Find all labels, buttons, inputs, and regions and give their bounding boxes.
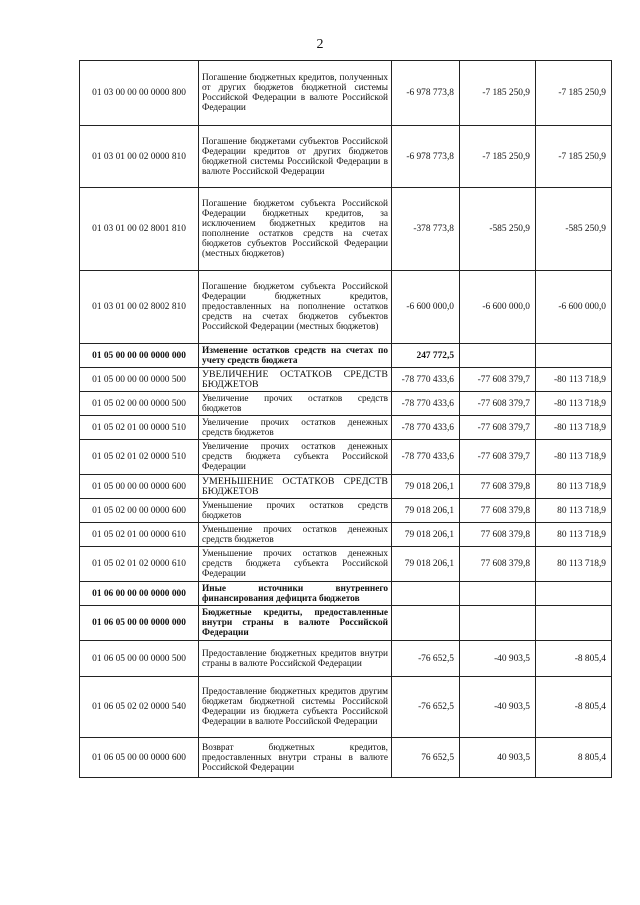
description-cell: Предоставление бюджетных кредитов внутри страны в валюте Российской Федерации (199, 641, 392, 677)
description-cell: УМЕНЬШЕНИЕ ОСТАТКОВ СРЕДСТВ БЮДЖЕТОВ (199, 475, 392, 499)
value-cell-year-3 (536, 344, 612, 368)
value-cell-year-2: 77 608 379,8 (460, 547, 536, 582)
value-cell-year-1: -78 770 433,6 (392, 440, 460, 475)
value-cell-year-1: -78 770 433,6 (392, 368, 460, 392)
description-cell: Предоставление бюджетных кредитов другим бюджетам бюджетной системы Российской Федерации из бюджета субъекта Российской Федерации в валюте Российской Федерации (199, 677, 392, 738)
table-row (80, 440, 612, 475)
table-row (80, 475, 612, 499)
value-cell-year-2: -7 185 250,9 (460, 126, 536, 188)
value-cell-year-3: -80 113 718,9 (536, 368, 612, 392)
code-cell: 01 05 00 00 00 0000 600 (80, 475, 199, 499)
description-cell: Уменьшение прочих остатков денежных средств бюджетов (199, 523, 392, 547)
value-cell-year-1: 79 018 206,1 (392, 499, 460, 523)
value-cell-year-3: 80 113 718,9 (536, 499, 612, 523)
code-cell: 01 06 05 00 00 0000 500 (80, 641, 199, 677)
code-cell: 01 05 02 01 02 0000 510 (80, 440, 199, 475)
description-cell: Увеличение прочих остатков средств бюджетов (199, 392, 392, 416)
budget-sources-table (79, 60, 612, 778)
value-cell-year-3: 80 113 718,9 (536, 475, 612, 499)
code-cell: 01 06 05 00 00 0000 000 (80, 606, 199, 641)
value-cell-year-1 (392, 582, 460, 606)
value-cell-year-2: -40 903,5 (460, 641, 536, 677)
table-row (80, 188, 612, 271)
value-cell-year-2: -77 608 379,7 (460, 440, 536, 475)
value-cell-year-1: -76 652,5 (392, 677, 460, 738)
value-cell-year-2 (460, 606, 536, 641)
code-cell: 01 05 02 00 00 0000 500 (80, 392, 199, 416)
value-cell-year-2: -585 250,9 (460, 188, 536, 271)
value-cell-year-2 (460, 582, 536, 606)
value-cell-year-2 (460, 344, 536, 368)
table-row (80, 126, 612, 188)
value-cell-year-1: -6 978 773,8 (392, 61, 460, 126)
value-cell-year-1: 79 018 206,1 (392, 475, 460, 499)
value-cell-year-2: -77 608 379,7 (460, 416, 536, 440)
value-cell-year-3: -80 113 718,9 (536, 416, 612, 440)
value-cell-year-2: -77 608 379,7 (460, 368, 536, 392)
table-row (80, 344, 612, 368)
value-cell-year-3: -585 250,9 (536, 188, 612, 271)
value-cell-year-1 (392, 606, 460, 641)
table-row (80, 271, 612, 344)
table-row (80, 547, 612, 582)
table-row (80, 416, 612, 440)
value-cell-year-1: 247 772,5 (392, 344, 460, 368)
description-cell: Погашение бюджетом субъекта Российской Федерации бюджетных кредитов, за исключением бюджетных кредитов на пополнение остатков средств на счетах бюджетов субъектов Российской Федерации (местных бюджетов) (199, 188, 392, 271)
code-cell: 01 03 00 00 00 0000 800 (80, 61, 199, 126)
table-row (80, 606, 612, 641)
value-cell-year-3: -6 600 000,0 (536, 271, 612, 344)
value-cell-year-2: 77 608 379,8 (460, 475, 536, 499)
value-cell-year-3: -80 113 718,9 (536, 392, 612, 416)
value-cell-year-1: 76 652,5 (392, 738, 460, 778)
value-cell-year-3: -7 185 250,9 (536, 61, 612, 126)
table-row (80, 368, 612, 392)
value-cell-year-1: 79 018 206,1 (392, 547, 460, 582)
description-cell: Увеличение прочих остатков денежных средств бюджета субъекта Российской Федерации (199, 440, 392, 475)
description-cell: Погашение бюджетами субъектов Российской Федерации кредитов от других бюджетов бюджетной системы Российской Федерации в валюте Российской Федерации (199, 126, 392, 188)
value-cell-year-2: -6 600 000,0 (460, 271, 536, 344)
code-cell: 01 05 02 01 00 0000 510 (80, 416, 199, 440)
value-cell-year-2: 77 608 379,8 (460, 499, 536, 523)
value-cell-year-2: -7 185 250,9 (460, 61, 536, 126)
code-cell: 01 05 00 00 00 0000 500 (80, 368, 199, 392)
value-cell-year-1: -76 652,5 (392, 641, 460, 677)
description-cell: Иные источники внутреннего финансирования дефицита бюджетов (199, 582, 392, 606)
description-cell: Изменение остатков средств на счетах по учету средств бюджета (199, 344, 392, 368)
value-cell-year-3: -8 805,4 (536, 641, 612, 677)
value-cell-year-2: 77 608 379,8 (460, 523, 536, 547)
value-cell-year-3 (536, 606, 612, 641)
code-cell: 01 03 01 00 02 0000 810 (80, 126, 199, 188)
code-cell: 01 05 00 00 00 0000 000 (80, 344, 199, 368)
value-cell-year-3: -8 805,4 (536, 677, 612, 738)
value-cell-year-3: 80 113 718,9 (536, 523, 612, 547)
value-cell-year-1: -6 978 773,8 (392, 126, 460, 188)
value-cell-year-3: 8 805,4 (536, 738, 612, 778)
value-cell-year-1: -6 600 000,0 (392, 271, 460, 344)
value-cell-year-1: 79 018 206,1 (392, 523, 460, 547)
table-row (80, 523, 612, 547)
value-cell-year-2: -40 903,5 (460, 677, 536, 738)
description-cell: Уменьшение прочих остатков средств бюджетов (199, 499, 392, 523)
description-cell: Погашение бюджетных кредитов, полученных от других бюджетов бюджетной системы Российской Федерации в валюте Российской Федерации (199, 61, 392, 126)
code-cell: 01 05 02 01 02 0000 610 (80, 547, 199, 582)
code-cell: 01 06 00 00 00 0000 000 (80, 582, 199, 606)
value-cell-year-1: -78 770 433,6 (392, 392, 460, 416)
value-cell-year-2: 40 903,5 (460, 738, 536, 778)
description-cell: Увеличение прочих остатков денежных средств бюджетов (199, 416, 392, 440)
code-cell: 01 03 01 00 02 8002 810 (80, 271, 199, 344)
page-number: 2 (316, 37, 324, 52)
table-row (80, 392, 612, 416)
code-cell: 01 05 02 00 00 0000 600 (80, 499, 199, 523)
value-cell-year-3: -7 185 250,9 (536, 126, 612, 188)
code-cell: 01 06 05 00 00 0000 600 (80, 738, 199, 778)
table-row (80, 641, 612, 677)
description-cell: УВЕЛИЧЕНИЕ ОСТАТКОВ СРЕДСТВ БЮДЖЕТОВ (199, 368, 392, 392)
value-cell-year-1: -78 770 433,6 (392, 416, 460, 440)
description-cell: Погашение бюджетом субъекта Российской Федерации бюджетных кредитов, предоставленных на пополнение остатков средств на счетах бюджетов субъектов Российской Федерации (местных бюджетов) (199, 271, 392, 344)
value-cell-year-2: -77 608 379,7 (460, 392, 536, 416)
description-cell: Бюджетные кредиты, предоставленные внутри страны в валюте Российской Федерации (199, 606, 392, 641)
table-row (80, 499, 612, 523)
table-row (80, 677, 612, 738)
code-cell: 01 03 01 00 02 8001 810 (80, 188, 199, 271)
value-cell-year-3 (536, 582, 612, 606)
code-cell: 01 05 02 01 00 0000 610 (80, 523, 199, 547)
description-cell: Возврат бюджетных кредитов, предоставленных внутри страны в валюте Российской Федерации (199, 738, 392, 778)
table-row (80, 738, 612, 778)
table-row (80, 61, 612, 126)
value-cell-year-1: -378 773,8 (392, 188, 460, 271)
table-row (80, 582, 612, 606)
value-cell-year-3: 80 113 718,9 (536, 547, 612, 582)
value-cell-year-3: -80 113 718,9 (536, 440, 612, 475)
code-cell: 01 06 05 02 02 0000 540 (80, 677, 199, 738)
description-cell: Уменьшение прочих остатков денежных средств бюджета субъекта Российской Федерации (199, 547, 392, 582)
